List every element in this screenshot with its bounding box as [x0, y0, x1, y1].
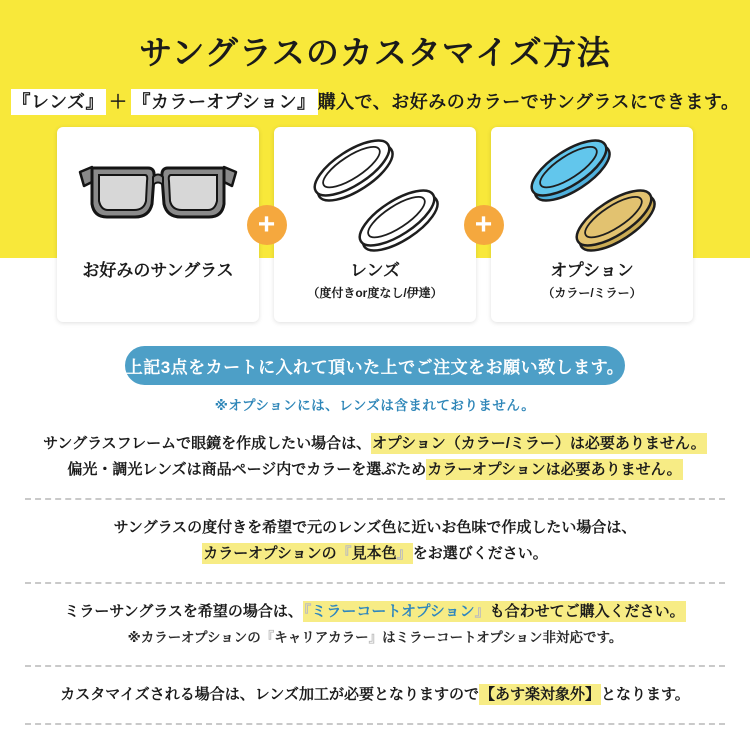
card-lens-sublabel: （度付きor度なし/伊達） [307, 286, 443, 300]
lens-pair-icon [300, 127, 450, 261]
subtitle-lens-token: 『レンズ』 [11, 89, 107, 115]
note-line: サングラスの度付きを希望で元のレンズ色に近いお色味で作成したい場合は、 [113, 519, 637, 536]
highlight-text: 【あす楽対象外】 [479, 686, 600, 703]
note-block-sample-color [0, 515, 750, 567]
dashed-divider [25, 665, 725, 667]
option-note: ※オプションには、レンズは含まれておりません。 [214, 398, 536, 413]
card-lens [274, 127, 476, 322]
subtitle-rest: 購入で、お好みのカラーでサングラスにできます。 [317, 92, 740, 112]
dashed-divider [25, 582, 725, 584]
card-option-sublabel: （カラー/ミラー） [542, 286, 642, 300]
note-line: カスタマイズされる場合は、レンズ加工が必要となりますので【あす楽対象外】となります。 [60, 686, 690, 703]
plus-gap-2 [476, 127, 491, 322]
highlight-text: カラーオプションの『見本色』 [203, 545, 412, 562]
dashed-divider [25, 498, 725, 500]
note-block-mirror-coat [0, 599, 750, 650]
color-lens-pair-icon [517, 127, 667, 261]
steps-row [0, 127, 750, 322]
carrier-color-note: ※カラーオプションの『キャリアカラー』はミラーコートオプション非対応です。 [127, 630, 623, 645]
card-option-label: オプション [550, 261, 634, 280]
subtitle-coloroption-token: 『カラーオプション』 [131, 89, 318, 115]
note-line: ミラーサングラスを希望の場合は、『ミラーコートオプション』も合わせてご購入ください。 [64, 603, 685, 620]
note-line: サングラスフレームで眼鏡を作成したい場合は、オプション（カラー/ミラー）は必要ありません。 [43, 435, 706, 452]
plus-gap-1 [259, 127, 274, 322]
note-block-asuraku [0, 682, 750, 708]
order-instruction-banner: 上記3点をカートに入れて頂いた上でご注文をお願い致します。 [125, 346, 625, 385]
note-block-frame-only [0, 431, 750, 483]
page-title: サングラスのカスタマイズ方法 [139, 34, 611, 71]
dashed-divider [25, 723, 725, 725]
plus-icon: + [247, 205, 287, 245]
note-line: 偏光・調光レンズは商品ページ内でカラーを選ぶためカラーオプションは必要ありません。 [67, 461, 682, 478]
plus-icon: + [464, 205, 504, 245]
subtitle-plus: ＋ [109, 92, 128, 112]
sunglasses-icon [78, 127, 238, 261]
mirror-coat-option-text: ミラーコートオプション [311, 603, 475, 620]
highlight-text: 『ミラーコートオプション』も合わせてご購入ください。 [303, 603, 685, 620]
highlight-text: オプション（カラー/ミラー）は必要ありません。 [372, 435, 706, 452]
note-line: カラーオプションの『見本色』をお選びください。 [203, 545, 548, 562]
card-option [491, 127, 693, 322]
card-sunglasses [57, 127, 259, 322]
card-sunglasses-label: お好みのサングラス [82, 261, 234, 280]
card-lens-label: レンズ [349, 261, 401, 280]
hero-subtitle [0, 88, 750, 114]
highlight-text: カラーオプションは必要ありません。 [427, 461, 682, 478]
